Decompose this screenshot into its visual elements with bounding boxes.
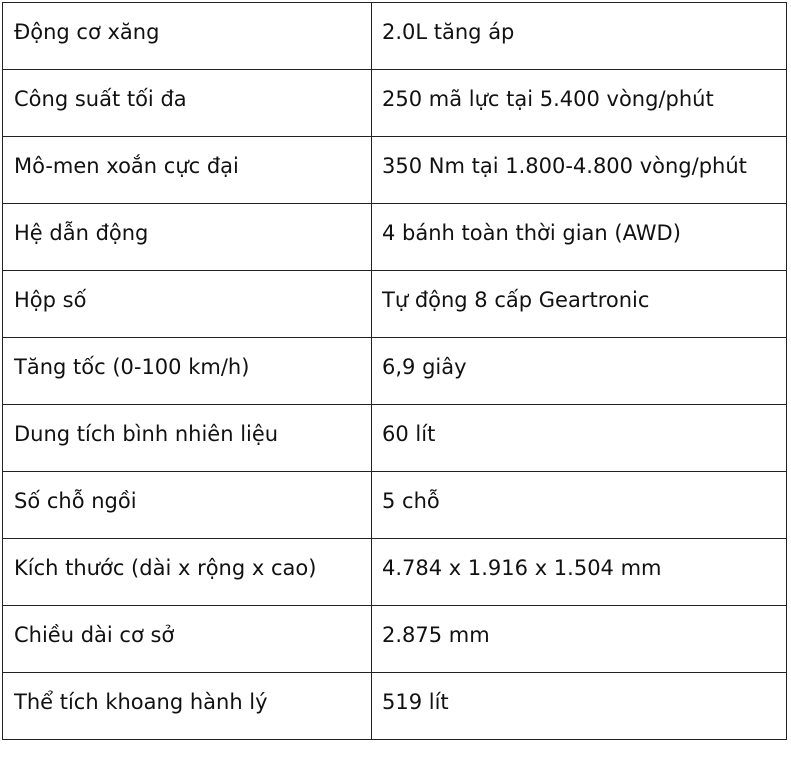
spec-label: Số chỗ ngồi [3,472,372,539]
spec-label: Hộp số [3,271,372,338]
spec-label: Công suất tối đa [3,70,372,137]
table-row [3,606,787,673]
spec-value: 4.784 x 1.916 x 1.504 mm [372,539,787,606]
spec-label: Động cơ xăng [3,3,372,70]
spec-table-body [3,3,787,740]
spec-label: Kích thước (dài x rộng x cao) [3,539,372,606]
spec-value: 2.0L tăng áp [372,3,787,70]
spec-value: 2.875 mm [372,606,787,673]
spec-label: Tăng tốc (0-100 km/h) [3,338,372,405]
spec-value: 350 Nm tại 1.800-4.800 vòng/phút [372,137,787,204]
spec-value: 4 bánh toàn thời gian (AWD) [372,204,787,271]
table-row [3,137,787,204]
spec-value: 250 mã lực tại 5.400 vòng/phút [372,70,787,137]
spec-table [2,2,787,740]
table-row [3,472,787,539]
spec-label: Mô-men xoắn cực đại [3,137,372,204]
spec-label: Dung tích bình nhiên liệu [3,405,372,472]
table-row [3,204,787,271]
table-row [3,70,787,137]
spec-label: Thể tích khoang hành lý [3,673,372,740]
table-row [3,338,787,405]
spec-label: Chiều dài cơ sở [3,606,372,673]
table-row [3,271,787,338]
table-row [3,405,787,472]
spec-value: 519 lít [372,673,787,740]
spec-value: 60 lít [372,405,787,472]
table-row [3,3,787,70]
spec-label: Hệ dẫn động [3,204,372,271]
spec-value: 5 chỗ [372,472,787,539]
table-row [3,539,787,606]
spec-value: 6,9 giây [372,338,787,405]
table-row [3,673,787,740]
spec-value: Tự động 8 cấp Geartronic [372,271,787,338]
